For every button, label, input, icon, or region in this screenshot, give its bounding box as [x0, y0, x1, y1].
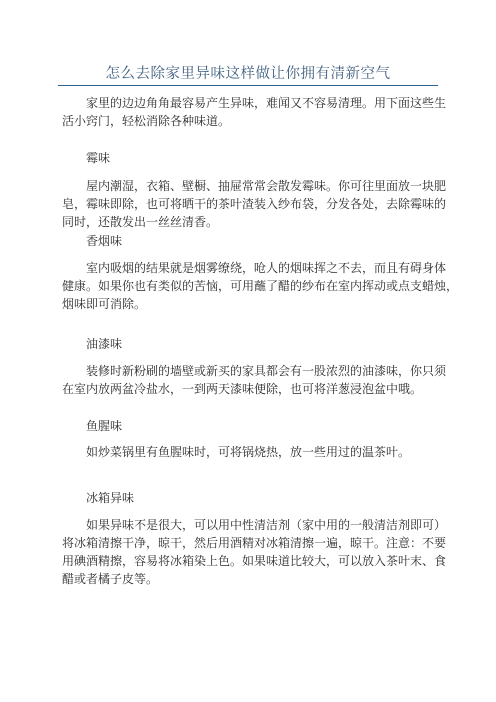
paragraph-line: 皂，霉味即除，也可将晒干的茶叶渣装入纱布袋，分发各处，去除霉味的	[62, 197, 447, 211]
paragraph-line: 同时，还散发出一丝丝清香。	[62, 215, 219, 229]
section-paragraph-paint	[62, 362, 447, 398]
paragraph-line: 用碘酒精擦，容易将冰箱染上色。如果味道比较大，可以放入茶叶末、食	[62, 554, 447, 568]
intro-paragraph	[62, 94, 447, 130]
section-heading-fish: 鱼腥味	[86, 419, 123, 433]
section-heading-fridge: 冰箱异味	[86, 491, 135, 505]
paragraph-line: 室内吸烟的结果就是烟雾缭绕，呛人的烟味挥之不去，而且有碍身体	[86, 261, 447, 275]
section-paragraph-fridge	[62, 516, 447, 588]
section-paragraph-fish	[62, 443, 442, 461]
paragraph-line: 装修时新粉刷的墙壁或新买的家具都会有一股浓烈的油漆味，你只须	[86, 364, 447, 378]
paragraph-line: 如果异味不是很大，可以用中性清洁剂（家中用的一般清洁剂即可）	[86, 518, 447, 532]
paragraph-line: 屋内潮湿，衣箱、壁橱、抽屉常常会散发霉味。你可往里面放一块肥	[86, 179, 447, 193]
paragraph-line: 在室内放两盆冷盐水，一到两天漆味便除，也可将洋葱浸泡盆中哦。	[62, 382, 423, 396]
paragraph-line: 烟味即可消除。	[62, 297, 147, 311]
paragraph-line: 活小窍门，轻松消除各种味道。	[62, 114, 231, 128]
paragraph-line: 将冰箱清擦干净，晾干，然后用酒精对冰箱清擦一遍，晾干。注意：不要	[62, 536, 447, 550]
section-heading-mildew: 霉味	[86, 151, 111, 165]
paragraph-line: 如炒菜锅里有鱼腥味时，可将锅烧热，放一些用过的温茶叶。	[86, 445, 411, 459]
section-paragraph-mildew	[62, 177, 447, 231]
section-heading-paint: 油漆味	[86, 337, 123, 351]
title-underline	[58, 85, 438, 86]
section-heading-smoke: 香烟味	[86, 234, 123, 248]
page-title: 怎么去除家里异味这样做让你拥有清新空气	[105, 66, 391, 82]
section-paragraph-smoke	[62, 259, 459, 313]
paragraph-line: 健康。如果你也有类似的苦恼，可用蘸了醋的纱布在室内挥动或点支蜡烛，	[62, 279, 459, 293]
paragraph-line: 家里的边边角角最容易产生异味，难闻又不容易清理。用下面这些生	[86, 96, 447, 110]
paragraph-line: 醋或者橘子皮等。	[62, 572, 159, 586]
